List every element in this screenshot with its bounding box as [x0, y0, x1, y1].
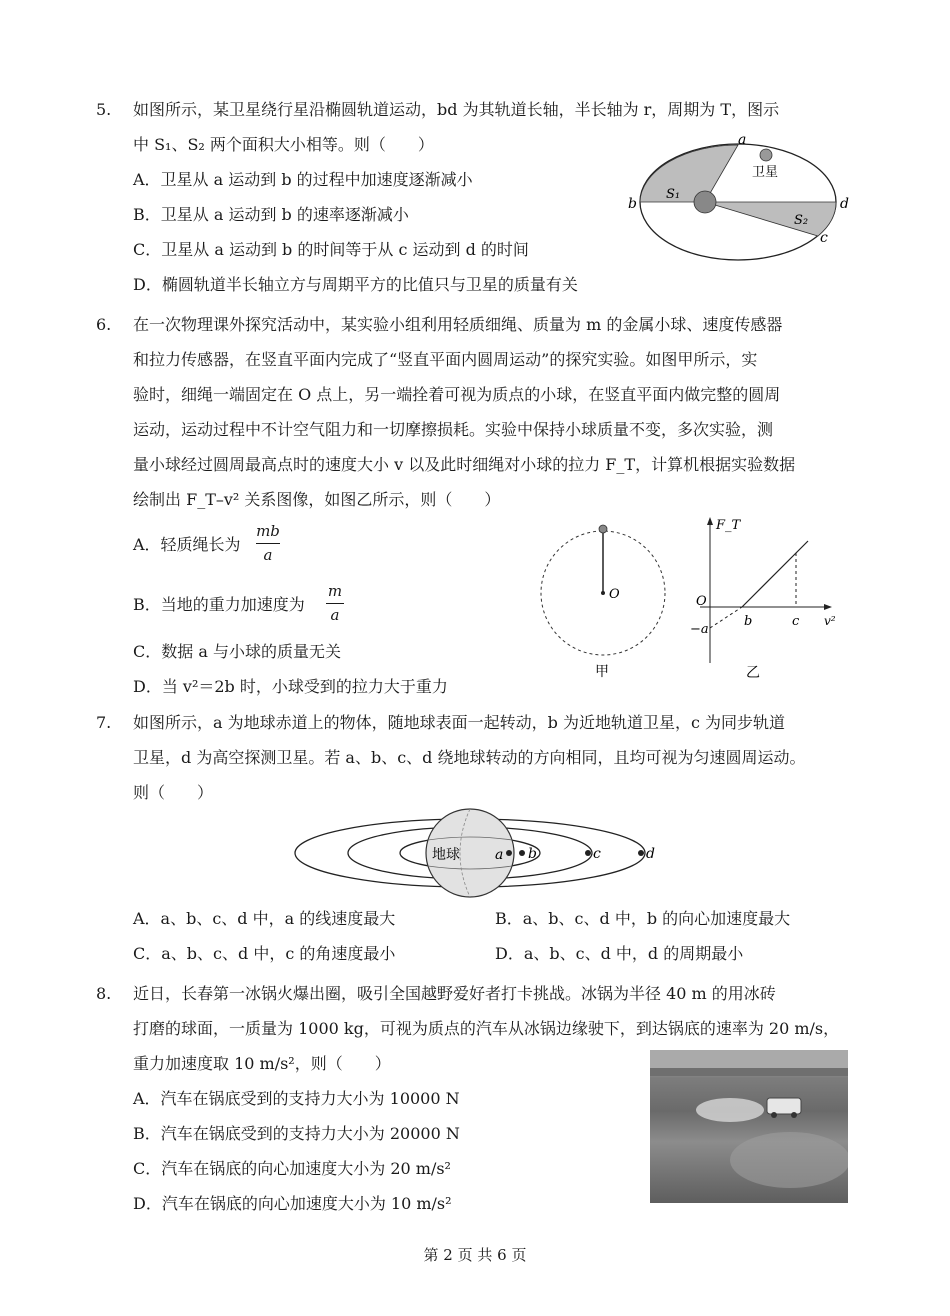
q6-stem-line6: 绘制出 F_T–v² 关系图像，如图乙所示，则（ ）: [133, 490, 501, 509]
q6-stem-line5: 量小球经过圆周最高点时的速度大小 v 以及此时细绳对小球的拉力 F_T，计算机根据实验数据: [133, 455, 796, 474]
label-origin: O: [696, 594, 707, 609]
q7-stem-line1: 如图所示，a 为地球赤道上的物体，随地球表面一起转动，b 为近地轨道卫星，c 为同步轨道: [133, 713, 786, 732]
photo-car: [767, 1098, 801, 1114]
photo-car-wheel: [791, 1112, 797, 1118]
photo-spray: [696, 1098, 764, 1122]
label-earth: 地球: [432, 847, 460, 863]
q7-option-a[interactable]: A．a、b、c、d 中，a 的线速度最大: [133, 909, 396, 928]
pivot-point: [601, 591, 605, 595]
planet: [694, 191, 716, 213]
q8-option-a[interactable]: A．汽车在锅底受到的支持力大小为 10000 N: [133, 1089, 460, 1108]
q6-b-denominator: a: [330, 606, 340, 624]
photo-car-wheel: [771, 1112, 777, 1118]
q6-option-d[interactable]: D．当 v²＝2b 时，小球受到的拉力大于重力: [133, 677, 448, 696]
area-s2: [705, 202, 836, 236]
q5-number: 5.: [96, 100, 112, 119]
caption-jia: 甲: [595, 664, 609, 680]
label-o: O: [609, 587, 620, 602]
q5-option-b[interactable]: B．卫星从 a 运动到 b 的速率逐渐减小: [133, 205, 409, 224]
q8-option-c[interactable]: C．汽车在锅底的向心加速度大小为 20 m/s²: [133, 1159, 451, 1178]
point-d: [638, 850, 644, 856]
q7-option-d[interactable]: D．a、b、c、d 中，d 的周期最小: [495, 944, 744, 963]
q6-b-numerator: m: [327, 582, 343, 600]
ice-pot-car-photo: [650, 1050, 848, 1203]
q7-option-b[interactable]: B．a、b、c、d 中，b 的向心加速度最大: [495, 909, 791, 928]
label-s2: S₂: [794, 213, 809, 228]
q6-number: 6.: [96, 315, 112, 334]
q7-orbits-figure: [290, 808, 670, 903]
label-a: a: [738, 132, 747, 148]
q5-option-c[interactable]: C．卫星从 a 运动到 b 的时间等于从 c 运动到 d 的时间: [133, 240, 529, 259]
q8-stem-line2: 打磨的球面，一质量为 1000 kg，可视为质点的汽车从冰锅边缘驶下，到达锅底的速率为 20 m/s，: [133, 1019, 840, 1038]
label-a: a: [495, 847, 504, 863]
label-d: d: [840, 196, 849, 212]
label-satellite: 卫星: [752, 165, 779, 180]
q7-stem-line3: 则（ ）: [133, 783, 214, 802]
q6-option-b[interactable]: B．当地的重力加速度为: [133, 595, 305, 614]
satellite: [760, 149, 772, 161]
q5-stem-line1: 如图所示，某卫星绕行星沿椭圆轨道运动，bd 为其轨道长轴，半长轴为 r，周期为 T，图示: [133, 100, 780, 119]
point-a: [506, 850, 512, 856]
q6-figure-jia: [535, 518, 675, 688]
q7-stem-line2: 卫星，d 为高空探测卫星。若 a、b、c、d 绕地球转动的方向相同，且均可视为匀速圆周运动。: [133, 748, 806, 767]
q7-option-c[interactable]: C．a、b、c、d 中，c 的角速度最小: [133, 944, 396, 963]
q6-a-denominator: a: [263, 546, 273, 564]
q6-stem-line3: 验时，细绳一端固定在 O 点上，另一端拴着可视为质点的小球，在竖直平面内做完整的圆周: [133, 385, 781, 404]
y-axis-arrow: [707, 517, 713, 525]
label-c: c: [792, 614, 800, 629]
q8-stem-line3: 重力加速度取 10 m/s²，则（ ）: [133, 1054, 391, 1073]
label-c: c: [820, 230, 828, 246]
q5-stem-line2: 中 S₁、S₂ 两个面积大小相等。则（ ）: [133, 135, 434, 154]
label-s1: S₁: [666, 187, 681, 202]
q6-stem-line1: 在一次物理课外探究活动中，某实验小组利用轻质细绳、质量为 m 的金属小球、速度传感器: [133, 315, 783, 334]
q6-stem-line4: 运动，运动过程中不计空气阻力和一切摩擦损耗。实验中保持小球质量不变，多次实验，测: [133, 420, 774, 439]
q6-option-a[interactable]: A．轻质绳长为: [133, 535, 241, 554]
label-c: c: [593, 846, 601, 862]
q6-b-fraction-bar: [326, 603, 344, 604]
q6-stem-line2: 和拉力传感器，在竖直平面内完成了“竖直平面内圆周运动”的探究实验。如图甲所示，实: [133, 350, 758, 369]
line-extension-dashed: [710, 607, 742, 628]
q5-option-d[interactable]: D．椭圆轨道半长轴立方与周期平方的比值只与卫星的质量有关: [133, 275, 578, 294]
label-neg-a: −a: [690, 622, 709, 637]
ft-v2-line: [742, 541, 808, 607]
caption-yi: 乙: [746, 665, 760, 681]
q6-option-c[interactable]: C．数据 a 与小球的质量无关: [133, 642, 341, 661]
q6-a-numerator: mb: [256, 522, 280, 540]
q8-option-d[interactable]: D．汽车在锅底的向心加速度大小为 10 m/s²: [133, 1194, 452, 1213]
label-b: b: [628, 196, 637, 212]
photo-ice-reflection: [730, 1132, 848, 1188]
q5-ellipse-orbit-figure: [620, 132, 860, 264]
area-s1: [640, 145, 738, 202]
label-v2: v²: [824, 614, 836, 628]
photo-background-wall: [650, 1050, 848, 1068]
point-b: [519, 850, 525, 856]
photo-fence: [650, 1068, 848, 1076]
x-axis-arrow: [824, 604, 832, 610]
label-ft: F_T: [716, 518, 741, 533]
q7-number: 7.: [96, 713, 112, 732]
q8-number: 8.: [96, 984, 112, 1003]
label-d: d: [646, 846, 655, 862]
ball: [599, 525, 607, 533]
q8-option-b[interactable]: B．汽车在锅底受到的支持力大小为 20000 N: [133, 1124, 460, 1143]
q5-option-a[interactable]: A．卫星从 a 运动到 b 的过程中加速度逐渐减小: [133, 170, 473, 189]
page-footer: 第 2 页 共 6 页: [423, 1246, 527, 1264]
q6-a-fraction-bar: [256, 543, 280, 544]
q6-figure-yi-graph: [688, 515, 848, 690]
q8-stem-line1: 近日，长春第一冰锅火爆出圈，吸引全国越野爱好者打卡挑战。冰锅为半径 40 m 的用冰砖: [133, 984, 776, 1003]
photo-illustration: [650, 1050, 848, 1203]
point-c: [585, 850, 591, 856]
label-b: b: [528, 846, 537, 862]
label-b: b: [744, 614, 753, 629]
